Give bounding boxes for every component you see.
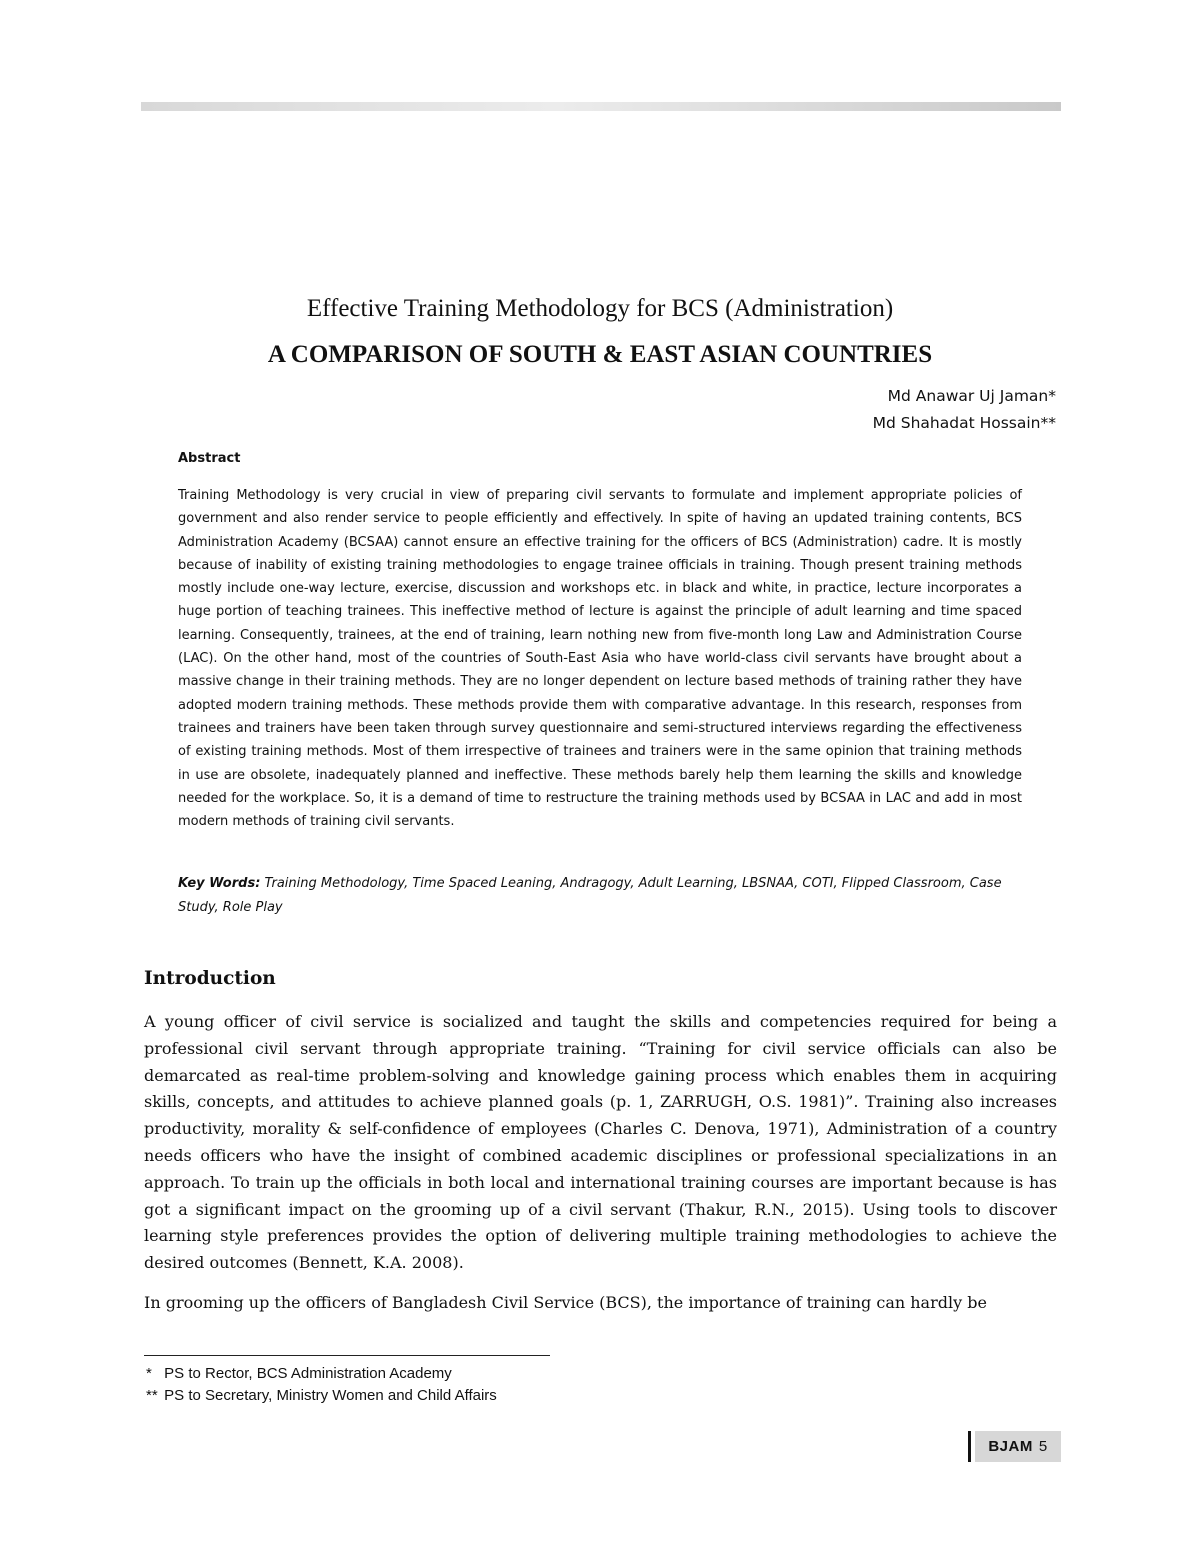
author-name: Md Anawar Uj Jaman*: [887, 387, 1056, 405]
keywords-label: Key Words:: [178, 876, 261, 891]
page-number-badge: [968, 1431, 1061, 1462]
footnote-item: [146, 1363, 497, 1385]
footnote-mark: **: [146, 1387, 158, 1404]
paper-title: Effective Training Methodology for BCS (Administration): [306, 295, 894, 322]
introduction-paragraph: In grooming up the officers of Bangladesh Civil Service (BCS), the importance of training can hardly be: [144, 1293, 987, 1312]
introduction-paragraph: A young officer of civil service is socialized and taught the skills and competencies required for being a professional civil servant through appropriate training. “Training for civil service officials can also be demarcated as real-time problem-solving and knowledge gaining process which enables them in acquiring skills, concepts, and attitudes to achieve planned goals (p. 1, ZARRUGH, O.S. 1981)”. Training also increases productivity, morality & self-confidence of employees (Charles C. Denova, 1971), Administration of a country needs officers who have the insight of combined academic disciplines or professional specializations in an approach. To train up the officials in both local and international training courses are important because is has got a significant impact on the grooming up of a civil servant (Thakur, R.N., 2015). Using tools to discover learning style preferences provides the option of delivering multiple training methodologies to achieve the desired outcomes (Bennett, K.A. 2008).: [144, 1012, 1057, 1273]
footnotes: [146, 1363, 497, 1407]
footnote-item: [146, 1385, 497, 1407]
header-rule: [141, 102, 1061, 111]
footnote-text: PS to Secretary, Ministry Women and Child Affairs: [164, 1387, 497, 1404]
section-heading-introduction: Introduction: [144, 968, 276, 989]
badge-marker: [968, 1431, 971, 1462]
footnote-divider: [144, 1355, 550, 1356]
footnote-text: PS to Rector, BCS Administration Academy: [164, 1365, 452, 1382]
page-number: 5: [1038, 1438, 1048, 1455]
keywords-list: Training Methodology, Time Spaced Leaning, Andragogy, Adult Learning, LBSNAA, COTI, Flipped Classroom, Case Study, Role Play: [178, 876, 1002, 915]
author-name: Md Shahadat Hossain**: [872, 414, 1056, 432]
journal-abbreviation: BJAM: [988, 1438, 1033, 1455]
keywords: [178, 872, 1022, 920]
paper-subtitle: A COMPARISON OF SOUTH & EAST ASIAN COUNTRIES: [267, 341, 933, 368]
abstract-heading: Abstract: [178, 451, 241, 466]
abstract-body: Training Methodology is very crucial in view of preparing civil servants to formulate and implement appropriate policies of government and also render service to people efficiently and effectively. In spite of having an updated training contents, BCS Administration Academy (BCSAA) cannot ensure an effective training for the officers of BCS (Administration) cadre. It is mostly because of inability of existing training methodologies to engage trainee officials in training. Though present training methods mostly include one-way lecture, exercise, discussion and workshops etc. in black and white, in practice, lecture incorporates a huge portion of teaching trainees. This ineffective method of lecture is against the principle of adult learning and time spaced learning. Consequently, trainees, at the end of training, learn nothing new from five-month long Law and Administration Course (LAC). On the other hand, most of the countries of South-East Asia who have world-class civil servants have brought about a massive change in their training methods. They are no longer dependent on lecture based methods of training rather they have adopted modern training methods. These methods provide them with comparative advantage. In this research, responses from trainees and trainers have been taken through survey questionnaire and semi-structured interviews regarding the effectiveness of existing training methods. Most of them irrespective of trainees and trainers were in the same opinion that training methods in use are obsolete, inadequately planned and ineffective. These methods barely help them learning the skills and knowledge needed for the workplace. So, it is a demand of time to restructure the training methods used by BCSAA in LAC and add in most modern methods of training civil servants.: [178, 488, 1022, 830]
author-list: [873, 383, 1056, 437]
footnote-mark: *: [146, 1365, 152, 1382]
badge-box: [975, 1431, 1061, 1462]
